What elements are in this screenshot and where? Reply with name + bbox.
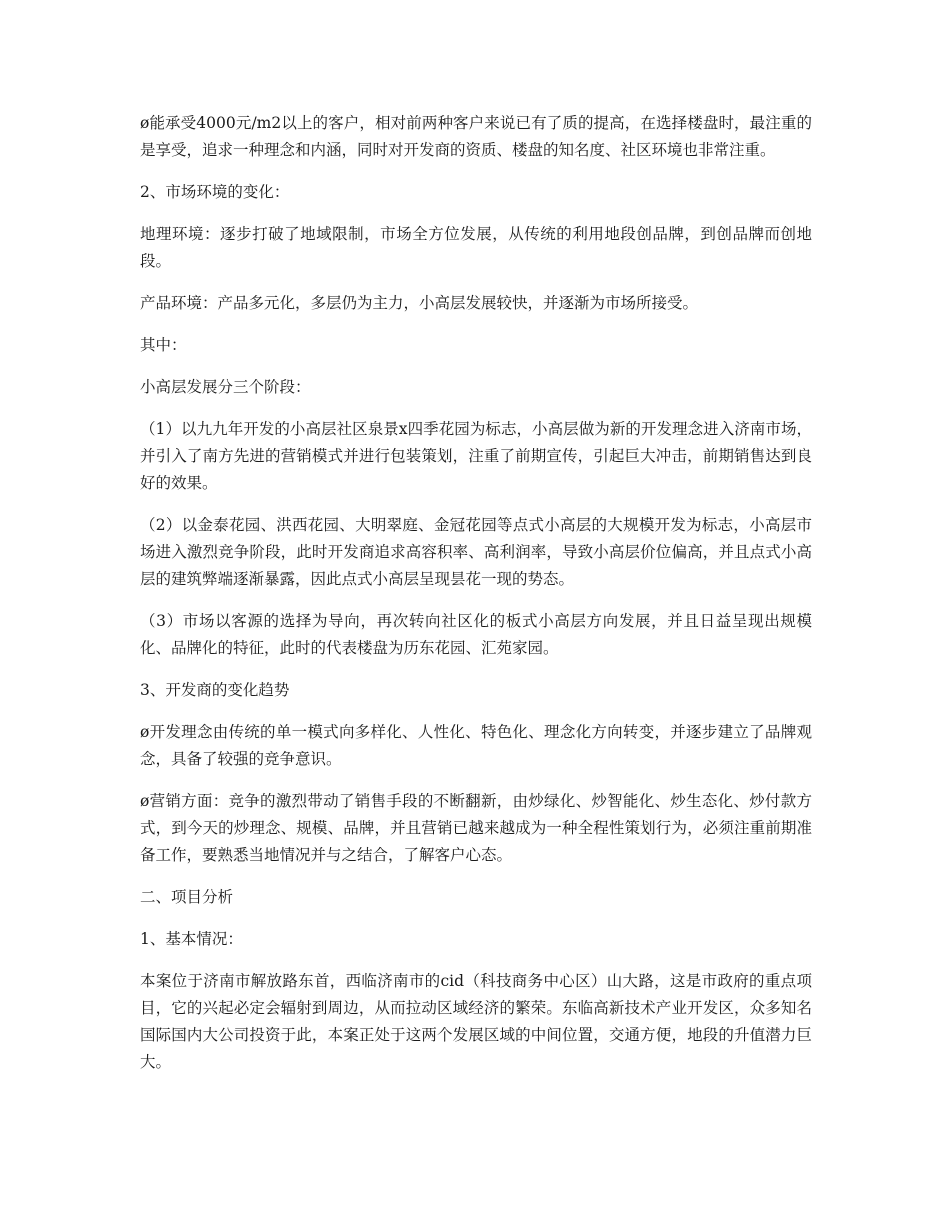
paragraph-stage-1: （1）以九九年开发的小高层社区泉景x四季花园为标志，小高层做为新的开发理念进入济南市场，并引入了南方先进的营销模式并进行包装策划，注重了前期宣传，引起巨大冲击，前期销售达到良好的效果。 bbox=[140, 420, 812, 492]
heading-project-analysis: 二、项目分析 bbox=[140, 888, 234, 906]
paragraph-development-concept: ø开发理念由传统的单一模式向多样化、人性化、特色化、理念化方向转变，并逐步建立了品牌观念，具备了较强的竞争意识。 bbox=[140, 723, 812, 768]
paragraph-product-environment: 产品环境：产品多元化，多层仍为主力，小高层发展较快，并逐渐为市场所接受。 bbox=[140, 294, 699, 312]
paragraph-three-stages: 小高层发展分三个阶段： bbox=[140, 378, 311, 396]
paragraph-stage-3: （3）市场以客源的选择为导向，再次转向社区化的板式小高层方向发展，并且日益呈现出规模化、品牌化的特征，此时的代表楼盘为历东花园、汇苑家园。 bbox=[140, 612, 812, 657]
paragraph-high-end-clients: ø能承受4000元/m2以上的客户，相对前两种客户来说已有了质的提高，在选择楼盘时，最注重的是享受，追求一种理念和内涵，同时对开发商的资质、楼盘的知名度、社区环境也非常注重。 bbox=[140, 114, 812, 159]
paragraph-among-them: 其中： bbox=[140, 336, 187, 354]
heading-basic-situation: 1、基本情况： bbox=[140, 930, 243, 948]
paragraph-location: 本案位于济南市解放路东首，西临济南市的cid（科技商务中心区）山大路，这是市政府的重点项目，它的兴起必定会辐射到周边，从而拉动区域经济的繁荣。东临高新技术产业开发区，众多知名国际国内大公司投资于此，本案正处于这两个发展区域的中间位置，交通方便，地段的升值潜力巨大。 bbox=[140, 972, 812, 1071]
paragraph-geographic-environment: 地理环境：逐步打破了地域限制，市场全方位发展，从传统的利用地段创品牌，到创品牌而创地段。 bbox=[140, 225, 812, 270]
heading-market-environment: 2、市场环境的变化： bbox=[140, 183, 290, 201]
paragraph-stage-2: （2）以金泰花园、洪西花园、大明翠庭、金冠花园等点式小高层的大规模开发为标志，小高层市场进入激烈竞争阶段，此时开发商追求高容积率、高利润率，导致小高层价位偏高，并且点式小高层的建筑弊端逐渐暴露，因此点式小高层呈现昙花一现的势态。 bbox=[140, 516, 812, 588]
heading-developer-trends: 3、开发商的变化趋势 bbox=[140, 681, 290, 699]
paragraph-marketing: ø营销方面：竞争的激烈带动了销售手段的不断翻新，由炒绿化、炒智能化、炒生态化、炒付款方式，到今天的炒理念、规模、品牌，并且营销已越来越成为一种全程性策划行为，必须注重前期准备工作，要熟悉当地情况并与之结合，了解客户心态。 bbox=[140, 792, 812, 864]
